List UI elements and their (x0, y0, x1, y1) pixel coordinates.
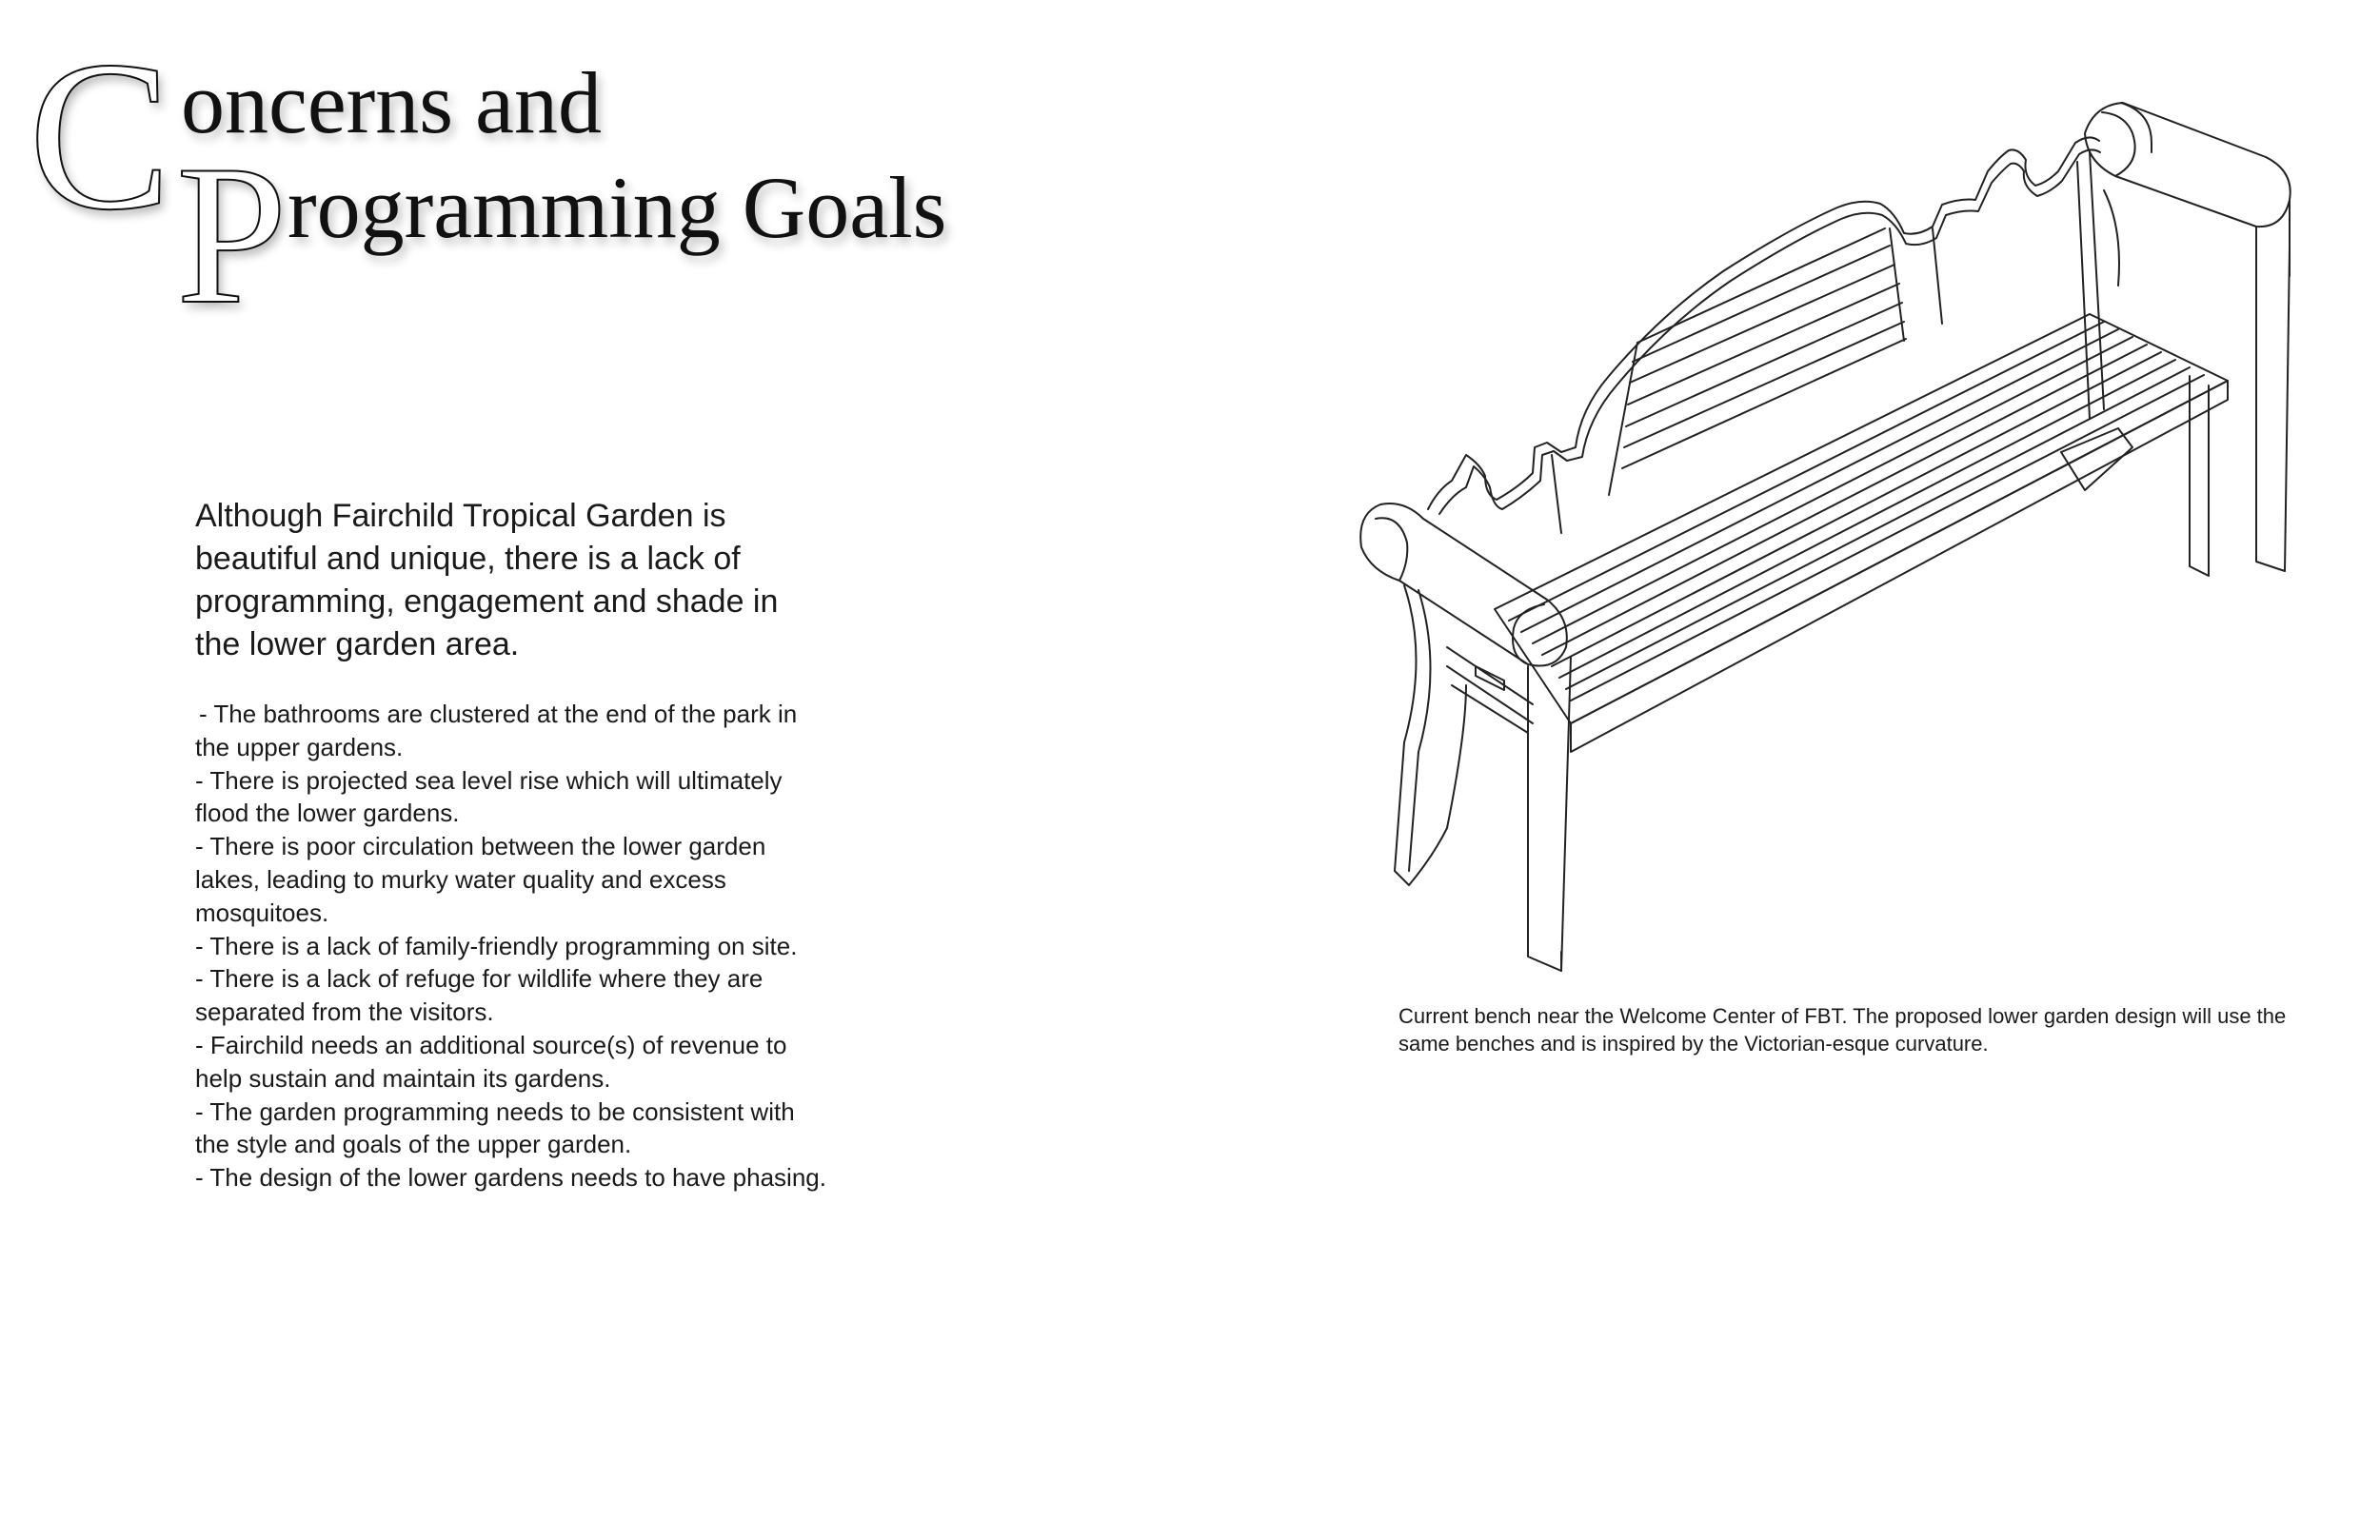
concern-item: - The design of the lower gardens needs to have phasing. (195, 1163, 826, 1193)
title-line-1: oncerns and (181, 54, 602, 151)
intro-paragraph: Although Fairchild Tropical Garden is beautiful and unique, there is a lack of programming, engagement and shade in the lower garden area. (195, 498, 779, 662)
title-initial-p: P (176, 125, 288, 346)
concern-item: - The garden programming needs to be consistent with the style and goals of the upper garden. (195, 1096, 795, 1159)
bench-illustration (1342, 90, 2304, 995)
concern-item: - There is projected sea level rise which will ultimately flood the lower gardens. (195, 765, 783, 828)
concern-item: - There is a lack of refuge for wildlife where they are separated from the visitors. (195, 964, 764, 1027)
concern-item: - The bathrooms are clustered at the end of the park in the upper gardens. (195, 700, 798, 761)
title-initial-c: C (29, 16, 172, 254)
concern-item: - There is poor circulation between the lower garden lakes, leading to murky water quality and excess mosquitoes. (195, 832, 766, 927)
concern-item: - Fairchild needs an additional source(s) of revenue to help sustain and maintain its gardens. (195, 1030, 787, 1093)
title-line-2: rogramming Goals (288, 159, 947, 256)
page-title (29, 16, 1028, 346)
bench-caption: Current bench near the Welcome Center of FBT. The proposed lower garden design will use the same benches and is inspired by the Victorian-esque curvature. (1398, 1004, 2287, 1056)
concern-item: - There is a lack of family-friendly programming on site. (195, 931, 798, 960)
concerns-list (195, 698, 833, 1194)
